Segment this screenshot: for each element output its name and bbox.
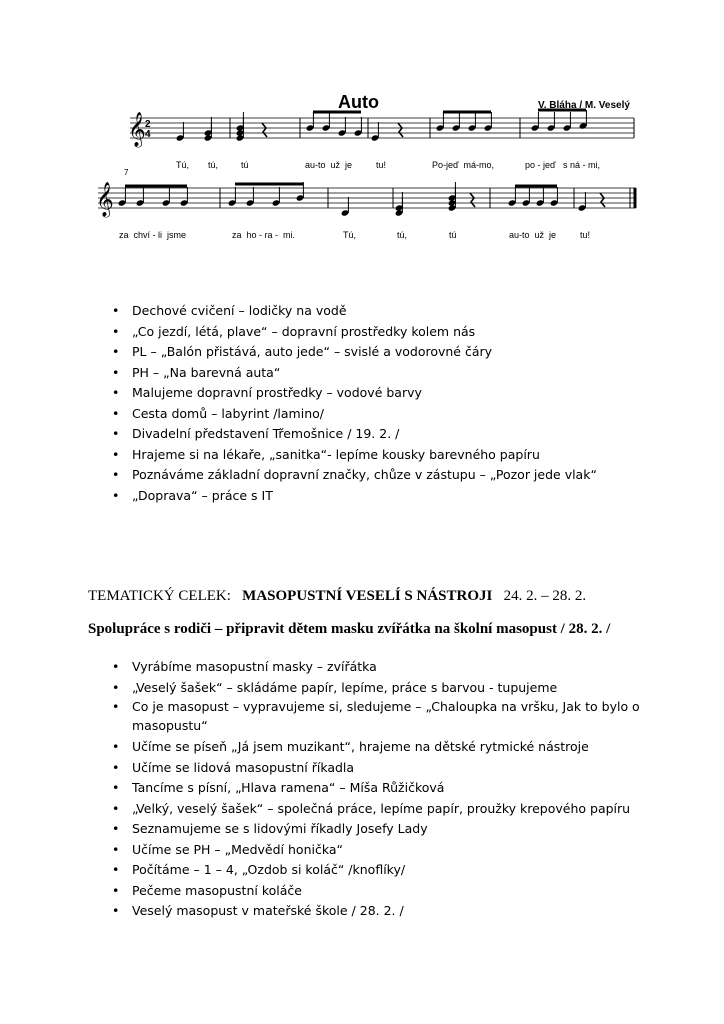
lyric-syllables: Po-jeď má-mo, (432, 160, 495, 170)
treble-clef: 𝄞 (128, 112, 146, 147)
list-item: • Poznáváme základní dopravní značky, chůze v zástupu – „Pozor jede vlak“ (112, 465, 672, 486)
list-item: • Tancíme s písní, „Hlava ramena“ – Míša Růžičková (112, 778, 672, 799)
list-item: • Vyrábíme masopustní masky – zvířátka (112, 657, 672, 678)
song-authors: V. Bláha / M. Veselý (538, 100, 630, 111)
lyric-syllables: tú, (208, 160, 219, 170)
lyric-syllables: za ho - ra - mi. (232, 230, 296, 240)
theme-name: MASOPUSTNÍ VESELÍ S NÁSTROJI (242, 588, 493, 604)
list-item: • Učíme se lidová masopustní říkadla (112, 758, 672, 779)
theme-label: TEMATICKÝ CELEK: (88, 588, 231, 604)
lyric-syllables: po - jeď s ná - mi, (525, 160, 601, 170)
list-item: • Co je masopust – vypravujeme si, sledujeme – „Chaloupka na vršku, Jak to bylo o masopustu“ (112, 698, 672, 737)
song-title: Auto (338, 92, 379, 112)
list-item: • Cesta domů – labyrint /lamino/ (112, 404, 672, 425)
lyric-syllables: tu! (376, 160, 387, 170)
lyric-syllables: tú (241, 160, 249, 170)
lyric-syllables: tú (449, 230, 457, 240)
list-item: • Dechové cvičení – lodičky na vodě (112, 301, 672, 322)
time-sig: 4 (145, 129, 151, 140)
rest-mark (398, 123, 403, 137)
list-item: • Učíme se píseň „Já jsem muzikant“, hrajeme na dětské rytmické nástroje (112, 737, 672, 758)
sheet-music (0, 0, 724, 260)
cooperation-heading: Spolupráce s rodiči – připravit dětem masku zvířátka na školní masopust / 28. 2. / (88, 621, 611, 637)
lyric-syllables: au-to už je (509, 230, 557, 240)
list-item: • „Co jezdí, létá, plave“ – dopravní prostředky kolem nás (112, 322, 672, 343)
activity-list-2 (112, 657, 672, 922)
rest-mark (262, 123, 267, 137)
lyric-syllables: za chví - li jsme (119, 230, 187, 240)
list-item: • Hrajeme si na lékaře, „sanitka“- lepíme kousky barevného papíru (112, 445, 672, 466)
treble-clef: 𝄞 (96, 182, 114, 217)
activity-list-1 (112, 301, 672, 506)
time-sig: 2 (145, 119, 151, 130)
list-item: • Počítáme – 1 – 4, „Ozdob si koláč“ /knoflíky/ (112, 860, 672, 881)
lyric-syllables: tú, (397, 230, 408, 240)
list-item: • Seznamujeme se s lidovými říkadly Josefy Lady (112, 819, 672, 840)
list-item: • „Veselý šašek“ – skládáme papír, lepíme, práce s barvou - tupujeme (112, 678, 672, 699)
lyric-syllables: Tú, (343, 230, 357, 240)
list-item: • PL – „Balón přistává, auto jede“ – svislé a vodorovné čáry (112, 342, 672, 363)
list-item: • Malujeme dopravní prostředky – vodové barvy (112, 383, 672, 404)
lyric-syllables: Tú, (176, 160, 190, 170)
lyric-syllables: tu! (580, 230, 591, 240)
lyric-syllables: au-to už je (305, 160, 353, 170)
list-item: • PH – „Na barevná auta“ (112, 363, 672, 384)
list-item: • „Velký, veselý šašek“ – společná práce, lepíme papír, proužky krepového papíru (112, 799, 672, 820)
list-item: • Divadelní představení Třemošnice / 19. 2. / (112, 424, 672, 445)
rest-mark (470, 193, 475, 207)
list-item: • Pečeme masopustní koláče (112, 881, 672, 902)
list-item: • Učíme se PH – „Medvědí honička“ (112, 840, 672, 861)
measure-number: 7 (124, 168, 129, 177)
rest-mark (600, 193, 605, 207)
list-item: • „Doprava“ – práce s IT (112, 486, 672, 507)
list-item: • Veselý masopust v mateřské škole / 28. 2. / (112, 901, 672, 922)
theme-heading (88, 588, 586, 605)
theme-dates: 24. 2. – 28. 2. (503, 588, 587, 604)
